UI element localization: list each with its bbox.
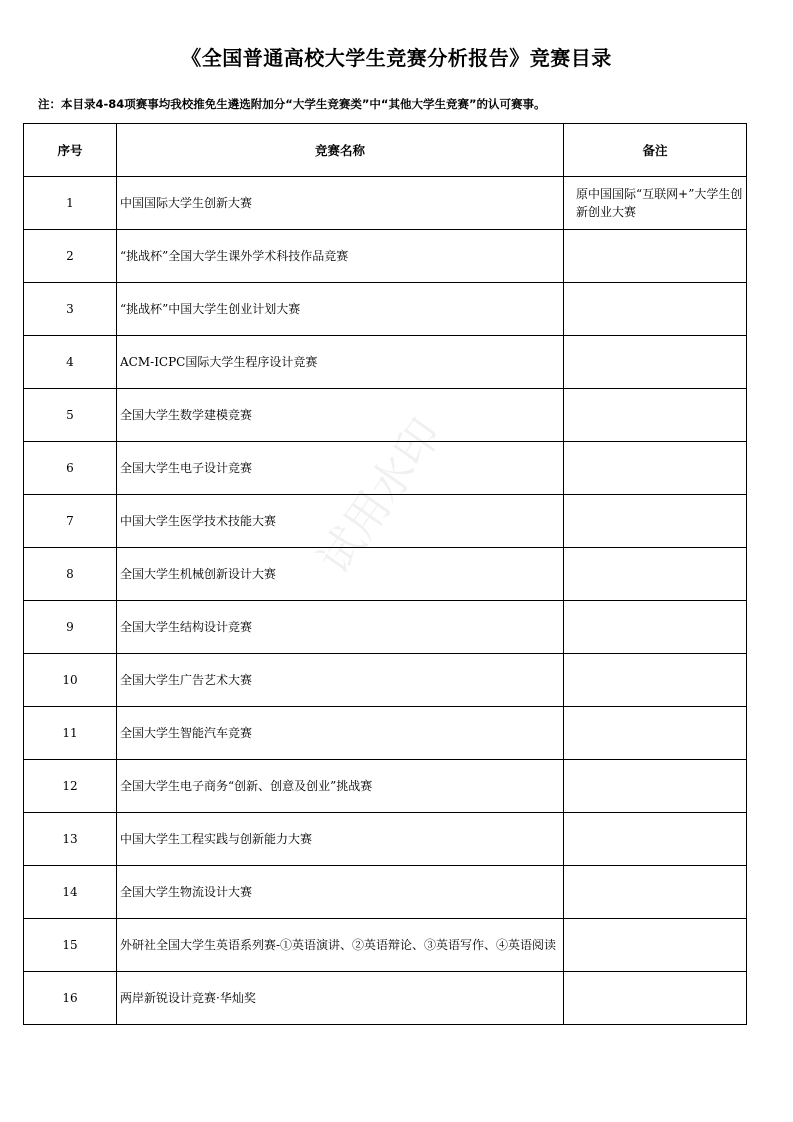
table-row <box>24 866 747 919</box>
remark-cell <box>564 389 747 442</box>
serial-number-cell: 5 <box>24 389 117 442</box>
competition-name-cell: 全国大学生数学建模竞赛 <box>117 389 564 442</box>
competition-name-cell: ACM-ICPC国际大学生程序设计竞赛 <box>117 336 564 389</box>
competition-name-cell: 中国大学生医学技术技能大赛 <box>117 495 564 548</box>
serial-number-cell: 6 <box>24 442 117 495</box>
table-row <box>24 177 747 230</box>
competition-name-cell: 两岸新锐设计竞赛·华灿奖 <box>117 972 564 1025</box>
remark-cell <box>564 707 747 760</box>
table-row <box>24 389 747 442</box>
remark-cell <box>564 548 747 601</box>
table-row <box>24 813 747 866</box>
remark-cell <box>564 230 747 283</box>
competition-name-cell: 全国大学生广告艺术大赛 <box>117 654 564 707</box>
remark-cell <box>564 601 747 654</box>
header-serial-number: 序号 <box>24 124 117 177</box>
serial-number-cell: 12 <box>24 760 117 813</box>
serial-number-cell: 9 <box>24 601 117 654</box>
table-row <box>24 230 747 283</box>
serial-number-cell: 4 <box>24 336 117 389</box>
table-body <box>24 177 747 1025</box>
serial-number-cell: 11 <box>24 707 117 760</box>
table-row <box>24 548 747 601</box>
table-row <box>24 495 747 548</box>
serial-number-cell: 16 <box>24 972 117 1025</box>
remark-cell <box>564 495 747 548</box>
table-row <box>24 283 747 336</box>
table-row <box>24 707 747 760</box>
table-row <box>24 760 747 813</box>
serial-number-cell: 8 <box>24 548 117 601</box>
table-row <box>24 919 747 972</box>
serial-number-cell: 1 <box>24 177 117 230</box>
remark-cell <box>564 813 747 866</box>
competition-name-cell: 中国国际大学生创新大赛 <box>117 177 564 230</box>
header-remark: 备注 <box>564 124 747 177</box>
serial-number-cell: 13 <box>24 813 117 866</box>
competition-name-cell: 外研社全国大学生英语系列赛-①英语演讲、②英语辩论、③英语写作、④英语阅读 <box>117 919 564 972</box>
remark-cell <box>564 654 747 707</box>
competition-name-cell: “挑战杯”全国大学生课外学术科技作品竞赛 <box>117 230 564 283</box>
catalog-note: 注：本目录4-84项赛事均我校推免生遴选附加分“大学生竞赛类”中“其他大学生竞赛”的认可赛事。 <box>38 97 546 111</box>
competition-name-cell: 全国大学生机械创新设计大赛 <box>117 548 564 601</box>
remark-cell <box>564 919 747 972</box>
table-row <box>24 654 747 707</box>
table-row <box>24 442 747 495</box>
competition-name-cell: “挑战杯”中国大学生创业计划大赛 <box>117 283 564 336</box>
remark-cell: 原中国国际“互联网+”大学生创新创业大赛 <box>564 177 747 230</box>
page-title: 《全国普通高校大学生竞赛分析报告》竞赛目录 <box>181 46 612 70</box>
serial-number-cell: 10 <box>24 654 117 707</box>
remark-cell <box>564 866 747 919</box>
table-header-row <box>24 124 747 177</box>
table-row <box>24 601 747 654</box>
header-competition-name: 竞赛名称 <box>117 124 564 177</box>
remark-cell <box>564 336 747 389</box>
trial-watermark: 试用水印 <box>309 410 452 584</box>
competition-name-cell: 全国大学生智能汽车竞赛 <box>117 707 564 760</box>
table-row <box>24 972 747 1025</box>
remark-cell <box>564 760 747 813</box>
serial-number-cell: 7 <box>24 495 117 548</box>
serial-number-cell: 2 <box>24 230 117 283</box>
serial-number-cell: 14 <box>24 866 117 919</box>
remark-cell <box>564 442 747 495</box>
serial-number-cell: 15 <box>24 919 117 972</box>
competition-name-cell: 中国大学生工程实践与创新能力大赛 <box>117 813 564 866</box>
competition-table <box>23 123 747 1025</box>
serial-number-cell: 3 <box>24 283 117 336</box>
competition-name-cell: 全国大学生结构设计竞赛 <box>117 601 564 654</box>
competition-name-cell: 全国大学生电子设计竞赛 <box>117 442 564 495</box>
table-row <box>24 336 747 389</box>
remark-cell <box>564 283 747 336</box>
remark-cell <box>564 972 747 1025</box>
competition-name-cell: 全国大学生物流设计大赛 <box>117 866 564 919</box>
competition-name-cell: 全国大学生电子商务“创新、创意及创业”挑战赛 <box>117 760 564 813</box>
